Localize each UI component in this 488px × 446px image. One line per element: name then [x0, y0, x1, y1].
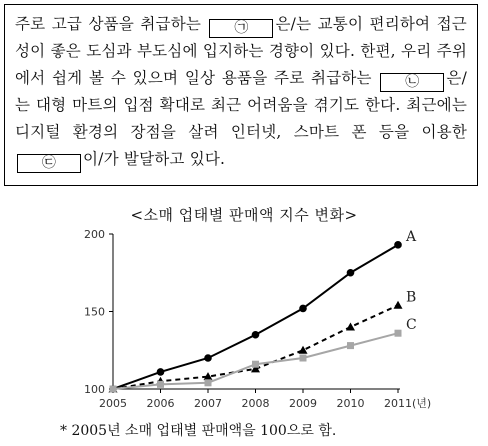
data-point-A: [204, 354, 212, 362]
data-point-B: [346, 323, 355, 331]
series-label-A: A: [406, 228, 417, 245]
data-point-A: [347, 269, 355, 277]
data-point-C: [205, 379, 212, 386]
x-tick-label: 2008: [241, 397, 270, 410]
y-tick-label: 100: [84, 383, 105, 396]
data-point-C: [252, 361, 259, 368]
x-tick-label: 2009: [289, 397, 317, 410]
data-point-A: [394, 241, 402, 249]
y-tick-label: 200: [84, 228, 105, 241]
data-point-C: [395, 330, 402, 337]
passage-text-3: 은/는 대형 마트의 입점 확대로 최근 어려움을 겪기도 한다. 최근에는 디지털 환경의 장점을 살려 인터넷, 스마트 폰 등을 이용한: [15, 69, 467, 141]
x-tick-label: 2007: [194, 397, 222, 410]
x-tick-label: 2006: [146, 397, 175, 410]
blank-1: ㉠: [209, 19, 273, 38]
passage-text-2: 은/는 교통이 편리하여 접근성이 좋은 도심과 부도심에 입지하는 경향이 있다. 한편, 우리 주위에서 쉽게 볼 수 있으며 일상 용품을 주로 취급하는: [15, 15, 467, 87]
chart-footnote: * 2005년 소매 업태별 판매액을 100으로 함.: [60, 423, 337, 439]
data-point-C: [347, 342, 354, 349]
blank-3: ㉢: [17, 154, 81, 173]
passage-text-4: 이/가 발달하고 있다.: [83, 150, 226, 168]
data-point-C: [300, 355, 307, 362]
blank-2: ㉡: [380, 73, 444, 92]
data-point-A: [252, 331, 260, 339]
data-point-A: [299, 305, 307, 313]
x-axis-unit: (년): [412, 397, 432, 410]
series-line-B: [113, 305, 398, 389]
series-label-C: C: [406, 317, 417, 334]
x-tick-label: 2011: [384, 397, 412, 410]
x-tick-label: 2010: [336, 397, 365, 410]
y-tick-label: 150: [84, 305, 105, 319]
data-point-C: [157, 381, 164, 388]
series-label-B: B: [406, 289, 417, 306]
x-tick-label: 2005: [99, 397, 127, 410]
data-point-C: [110, 386, 117, 393]
data-point-B: [394, 301, 403, 309]
passage-text-1: 주로 고급 상품을 취급하는: [15, 15, 202, 33]
chart-title: <소매 업태별 판매액 지수 변화>: [130, 206, 358, 224]
data-point-A: [157, 368, 165, 376]
